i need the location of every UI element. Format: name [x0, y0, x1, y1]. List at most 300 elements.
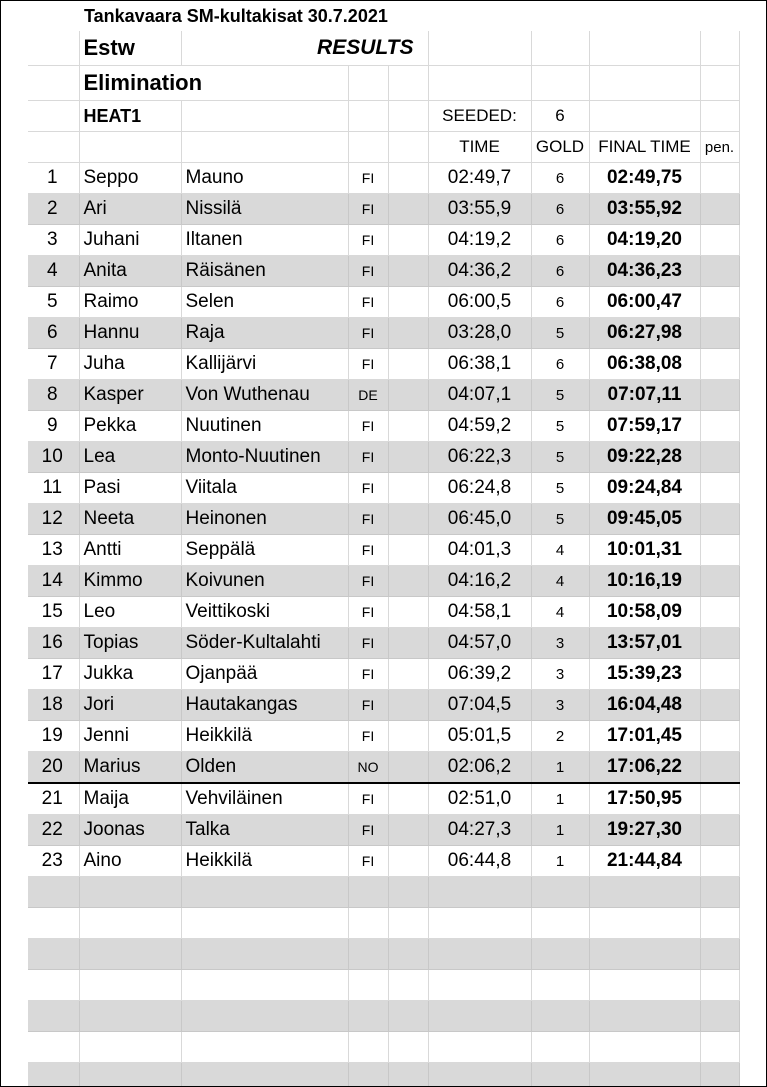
time-cell: 02:51,0: [428, 783, 531, 815]
empty-cell: [700, 877, 739, 908]
first-name-cell: Jenni: [79, 721, 181, 752]
first-name-cell: Maija: [79, 783, 181, 815]
empty-cell: [348, 908, 388, 939]
position-cell: 1: [28, 163, 79, 194]
final-time-cell: 03:55,92: [589, 194, 700, 225]
pen-cell: [700, 690, 739, 721]
final-time-cell: 09:22,28: [589, 442, 700, 473]
last-name-cell: Viitala: [181, 473, 348, 504]
pen-cell: [700, 504, 739, 535]
empty-cell: [348, 877, 388, 908]
pen-cell: [700, 380, 739, 411]
time-cell: 04:01,3: [428, 535, 531, 566]
gold-cell: 1: [531, 783, 589, 815]
table-row: [28, 752, 739, 784]
table-row: [28, 442, 739, 473]
blank-cell: [388, 628, 428, 659]
event-title: Tankavaara SM-kultakisat 30.7.2021: [84, 6, 388, 26]
empty-cell: [589, 877, 700, 908]
empty-cell: [28, 908, 79, 939]
pen-cell: [700, 597, 739, 628]
empty-cell: [700, 1063, 739, 1087]
gold-cell: 6: [531, 194, 589, 225]
final-time-cell: 06:38,08: [589, 349, 700, 380]
last-name-cell: Veittikoski: [181, 597, 348, 628]
last-name-cell: Iltanen: [181, 225, 348, 256]
last-name-cell: Ojanpää: [181, 659, 348, 690]
empty-cell: [348, 970, 388, 1001]
blank-cell: [388, 163, 428, 194]
first-name-cell: Ari: [79, 194, 181, 225]
final-time-cell: 07:07,11: [589, 380, 700, 411]
first-name-cell: Hannu: [79, 318, 181, 349]
country-cell: FI: [348, 628, 388, 659]
header-row-category: [28, 31, 739, 66]
time-cell: 06:38,1: [428, 349, 531, 380]
gold-cell: 1: [531, 752, 589, 784]
last-name-cell: Nissilä: [181, 194, 348, 225]
country-cell: FI: [348, 473, 388, 504]
blank-cell: [388, 194, 428, 225]
empty-cell: [79, 939, 181, 970]
gold-cell: 4: [531, 597, 589, 628]
time-cell: 04:57,0: [428, 628, 531, 659]
final-time-cell: 15:39,23: [589, 659, 700, 690]
last-name-cell: Monto-Nuutinen: [181, 442, 348, 473]
position-cell: 4: [28, 256, 79, 287]
gold-cell: 6: [531, 163, 589, 194]
empty-cell: [531, 1032, 589, 1063]
first-name-cell: Pasi: [79, 473, 181, 504]
position-cell: 10: [28, 442, 79, 473]
empty-cell: [348, 1032, 388, 1063]
column-header-row: [28, 132, 739, 163]
table-row: [28, 225, 739, 256]
final-time-cell: 17:06,22: [589, 752, 700, 784]
empty-cell: [531, 1063, 589, 1087]
position-cell: 12: [28, 504, 79, 535]
final-time-cell: 10:58,09: [589, 597, 700, 628]
empty-cell: [181, 908, 348, 939]
position-cell: 19: [28, 721, 79, 752]
country-cell: FI: [348, 411, 388, 442]
final-time-cell: 06:00,47: [589, 287, 700, 318]
time-cell: 06:24,8: [428, 473, 531, 504]
table-row: [28, 473, 739, 504]
position-cell: 20: [28, 752, 79, 784]
empty-cell: [428, 939, 531, 970]
empty-cell: [388, 1063, 428, 1087]
country-cell: DE: [348, 380, 388, 411]
empty-cell: [531, 908, 589, 939]
table-row: [28, 349, 739, 380]
blank-cell: [388, 442, 428, 473]
country-cell: FI: [348, 597, 388, 628]
position-cell: 2: [28, 194, 79, 225]
blank-cell: [388, 256, 428, 287]
table-row: [28, 783, 739, 815]
blank-cell: [388, 566, 428, 597]
empty-cell: [348, 939, 388, 970]
time-cell: 04:07,1: [428, 380, 531, 411]
blank-cell: [388, 535, 428, 566]
country-cell: FI: [348, 846, 388, 877]
empty-cell: [589, 1001, 700, 1032]
final-time-cell: 07:59,17: [589, 411, 700, 442]
results-label: RESULTS: [181, 31, 428, 66]
gold-cell: 4: [531, 535, 589, 566]
blank-cell: [388, 659, 428, 690]
first-name-cell: Leo: [79, 597, 181, 628]
empty-cell: [589, 1032, 700, 1063]
gold-cell: 6: [531, 225, 589, 256]
empty-cell: [28, 1063, 79, 1087]
last-name-cell: Vehviläinen: [181, 783, 348, 815]
position-cell: 7: [28, 349, 79, 380]
last-name-cell: Heinonen: [181, 504, 348, 535]
empty-cell: [28, 1001, 79, 1032]
time-cell: 06:39,2: [428, 659, 531, 690]
gold-cell: 2: [531, 721, 589, 752]
gold-cell: 4: [531, 566, 589, 597]
final-time-cell: 02:49,75: [589, 163, 700, 194]
country-cell: FI: [348, 194, 388, 225]
last-name-cell: Hautakangas: [181, 690, 348, 721]
table-row: [28, 380, 739, 411]
empty-cell: [589, 970, 700, 1001]
empty-cell: [181, 1032, 348, 1063]
time-cell: 06:22,3: [428, 442, 531, 473]
pen-cell: [700, 659, 739, 690]
table-row: [28, 287, 739, 318]
gold-cell: 1: [531, 846, 589, 877]
empty-cell: [79, 970, 181, 1001]
empty-cell: [700, 1001, 739, 1032]
country-cell: FI: [348, 287, 388, 318]
first-name-cell: Anita: [79, 256, 181, 287]
empty-cell: [428, 970, 531, 1001]
table-row: [28, 628, 739, 659]
empty-cell: [388, 877, 428, 908]
empty-cell: [428, 1032, 531, 1063]
pen-cell: [700, 535, 739, 566]
time-header: TIME: [428, 132, 531, 163]
pen-cell: [700, 194, 739, 225]
position-cell: 18: [28, 690, 79, 721]
time-cell: 06:00,5: [428, 287, 531, 318]
first-name-cell: Jukka: [79, 659, 181, 690]
country-cell: FI: [348, 318, 388, 349]
table-row: [28, 815, 739, 846]
pen-cell: [700, 225, 739, 256]
pen-cell: [700, 783, 739, 815]
gold-cell: 6: [531, 349, 589, 380]
position-cell: 6: [28, 318, 79, 349]
last-name-cell: Raja: [181, 318, 348, 349]
first-name-cell: Marius: [79, 752, 181, 784]
last-name-cell: Nuutinen: [181, 411, 348, 442]
empty-row: [28, 908, 739, 939]
gold-cell: 5: [531, 473, 589, 504]
final-time-header: FINAL TIME: [589, 132, 700, 163]
table-row: [28, 318, 739, 349]
empty-cell: [388, 970, 428, 1001]
first-name-cell: Joonas: [79, 815, 181, 846]
position-cell: 16: [28, 628, 79, 659]
empty-cell: [28, 1032, 79, 1063]
empty-row: [28, 1001, 739, 1032]
time-cell: 03:28,0: [428, 318, 531, 349]
table-row: [28, 721, 739, 752]
gold-cell: 1: [531, 815, 589, 846]
gold-cell: 5: [531, 504, 589, 535]
position-cell: 15: [28, 597, 79, 628]
pen-cell: [700, 473, 739, 504]
position-cell: 11: [28, 473, 79, 504]
blank-cell: [388, 473, 428, 504]
results-table: [28, 31, 740, 1087]
country-cell: FI: [348, 721, 388, 752]
empty-cell: [589, 1063, 700, 1087]
time-cell: 04:58,1: [428, 597, 531, 628]
last-name-cell: Heikkilä: [181, 846, 348, 877]
last-name-cell: Seppälä: [181, 535, 348, 566]
empty-cell: [531, 970, 589, 1001]
country-cell: FI: [348, 783, 388, 815]
country-cell: FI: [348, 225, 388, 256]
blank-cell: [388, 318, 428, 349]
pen-header: pen.: [700, 132, 739, 163]
empty-cell: [181, 939, 348, 970]
final-time-cell: 19:27,30: [589, 815, 700, 846]
first-name-cell: Kimmo: [79, 566, 181, 597]
gold-cell: 3: [531, 690, 589, 721]
empty-cell: [79, 1032, 181, 1063]
final-time-cell: 17:01,45: [589, 721, 700, 752]
table-row: [28, 535, 739, 566]
position-cell: 14: [28, 566, 79, 597]
gold-cell: 3: [531, 659, 589, 690]
gold-cell: 3: [531, 628, 589, 659]
position-cell: 17: [28, 659, 79, 690]
empty-row: [28, 1063, 739, 1087]
final-time-cell: 17:50,95: [589, 783, 700, 815]
pen-cell: [700, 721, 739, 752]
last-name-cell: Olden: [181, 752, 348, 784]
empty-cell: [79, 1001, 181, 1032]
gold-cell: 5: [531, 442, 589, 473]
last-name-cell: Mauno: [181, 163, 348, 194]
last-name-cell: Selen: [181, 287, 348, 318]
empty-cell: [181, 970, 348, 1001]
time-cell: 07:04,5: [428, 690, 531, 721]
empty-cell: [531, 939, 589, 970]
final-time-cell: 13:57,01: [589, 628, 700, 659]
header-row-heat: [28, 101, 739, 132]
empty-cell: [79, 1063, 181, 1087]
empty-cell: [388, 939, 428, 970]
pen-cell: [700, 287, 739, 318]
blank-cell: [388, 287, 428, 318]
empty-cell: [531, 1001, 589, 1032]
round-label: Elimination: [79, 66, 348, 101]
country-cell: FI: [348, 690, 388, 721]
final-time-cell: 21:44,84: [589, 846, 700, 877]
blank-cell: [388, 783, 428, 815]
empty-cell: [428, 1063, 531, 1087]
empty-cell: [348, 1001, 388, 1032]
empty-row: [28, 970, 739, 1001]
blank-cell: [388, 597, 428, 628]
gold-cell: 5: [531, 411, 589, 442]
first-name-cell: Aino: [79, 846, 181, 877]
country-cell: FI: [348, 566, 388, 597]
empty-cell: [428, 877, 531, 908]
gold-cell: 6: [531, 256, 589, 287]
blank-cell: [388, 225, 428, 256]
first-name-cell: Juha: [79, 349, 181, 380]
final-time-cell: 16:04,48: [589, 690, 700, 721]
country-cell: NO: [348, 752, 388, 784]
last-name-cell: Von Wuthenau: [181, 380, 348, 411]
empty-row: [28, 1032, 739, 1063]
empty-cell: [700, 970, 739, 1001]
pen-cell: [700, 815, 739, 846]
time-cell: 04:19,2: [428, 225, 531, 256]
gold-header: GOLD: [531, 132, 589, 163]
pen-cell: [700, 846, 739, 877]
pen-cell: [700, 411, 739, 442]
last-name-cell: Kallijärvi: [181, 349, 348, 380]
first-name-cell: Antti: [79, 535, 181, 566]
table-row: [28, 504, 739, 535]
time-cell: 04:36,2: [428, 256, 531, 287]
time-cell: 04:16,2: [428, 566, 531, 597]
empty-row: [28, 877, 739, 908]
last-name-cell: Talka: [181, 815, 348, 846]
empty-cell: [28, 877, 79, 908]
table-row: [28, 690, 739, 721]
final-time-cell: 09:45,05: [589, 504, 700, 535]
empty-cell: [388, 908, 428, 939]
blank-cell: [388, 846, 428, 877]
last-name-cell: Söder-Kultalahti: [181, 628, 348, 659]
first-name-cell: Raimo: [79, 287, 181, 318]
gold-cell: 5: [531, 318, 589, 349]
first-name-cell: Juhani: [79, 225, 181, 256]
final-time-cell: 04:19,20: [589, 225, 700, 256]
first-name-cell: Lea: [79, 442, 181, 473]
time-cell: 02:49,7: [428, 163, 531, 194]
first-name-cell: Pekka: [79, 411, 181, 442]
heat-label: HEAT1: [79, 101, 181, 132]
final-time-cell: 09:24,84: [589, 473, 700, 504]
time-cell: 06:44,8: [428, 846, 531, 877]
empty-cell: [79, 877, 181, 908]
first-name-cell: Jori: [79, 690, 181, 721]
empty-cell: [589, 939, 700, 970]
empty-cell: [348, 1063, 388, 1087]
header-row-round: [28, 66, 739, 101]
final-time-cell: 10:01,31: [589, 535, 700, 566]
country-cell: FI: [348, 256, 388, 287]
blank-cell: [388, 690, 428, 721]
empty-cell: [700, 939, 739, 970]
position-cell: 8: [28, 380, 79, 411]
pen-cell: [700, 628, 739, 659]
table-row: [28, 846, 739, 877]
gold-cell: 6: [531, 287, 589, 318]
empty-cell: [428, 1001, 531, 1032]
position-cell: 21: [28, 783, 79, 815]
empty-cell: [181, 1063, 348, 1087]
country-cell: FI: [348, 535, 388, 566]
time-cell: 05:01,5: [428, 721, 531, 752]
gold-cell: 5: [531, 380, 589, 411]
country-cell: FI: [348, 659, 388, 690]
table-row: [28, 256, 739, 287]
country-cell: FI: [348, 504, 388, 535]
time-cell: 02:06,2: [428, 752, 531, 784]
time-cell: 04:27,3: [428, 815, 531, 846]
empty-cell: [428, 908, 531, 939]
empty-cell: [388, 1001, 428, 1032]
empty-cell: [700, 908, 739, 939]
time-cell: 03:55,9: [428, 194, 531, 225]
pen-cell: [700, 349, 739, 380]
table-row: [28, 411, 739, 442]
table-row: [28, 566, 739, 597]
blank-cell: [388, 721, 428, 752]
last-name-cell: Koivunen: [181, 566, 348, 597]
country-cell: FI: [348, 163, 388, 194]
country-cell: FI: [348, 442, 388, 473]
position-cell: 5: [28, 287, 79, 318]
final-time-cell: 04:36,23: [589, 256, 700, 287]
time-cell: 06:45,0: [428, 504, 531, 535]
empty-cell: [700, 1032, 739, 1063]
empty-cell: [181, 877, 348, 908]
empty-cell: [181, 1001, 348, 1032]
empty-row: [28, 939, 739, 970]
position-cell: 3: [28, 225, 79, 256]
blank-cell: [388, 411, 428, 442]
table-row: [28, 163, 739, 194]
time-cell: 04:59,2: [428, 411, 531, 442]
table-row: [28, 597, 739, 628]
blank-cell: [388, 380, 428, 411]
first-name-cell: Topias: [79, 628, 181, 659]
pen-cell: [700, 256, 739, 287]
last-name-cell: Räisänen: [181, 256, 348, 287]
seeded-label: SEEDED:: [428, 101, 531, 132]
empty-cell: [531, 877, 589, 908]
position-cell: 22: [28, 815, 79, 846]
empty-cell: [28, 970, 79, 1001]
first-name-cell: Seppo: [79, 163, 181, 194]
final-time-cell: 06:27,98: [589, 318, 700, 349]
seeded-value: 6: [531, 101, 589, 132]
position-cell: 9: [28, 411, 79, 442]
country-cell: FI: [348, 815, 388, 846]
empty-cell: [589, 908, 700, 939]
blank-cell: [388, 752, 428, 784]
pen-cell: [700, 318, 739, 349]
position-cell: 23: [28, 846, 79, 877]
empty-cell: [28, 939, 79, 970]
blank-cell: [388, 815, 428, 846]
empty-cell: [388, 1032, 428, 1063]
